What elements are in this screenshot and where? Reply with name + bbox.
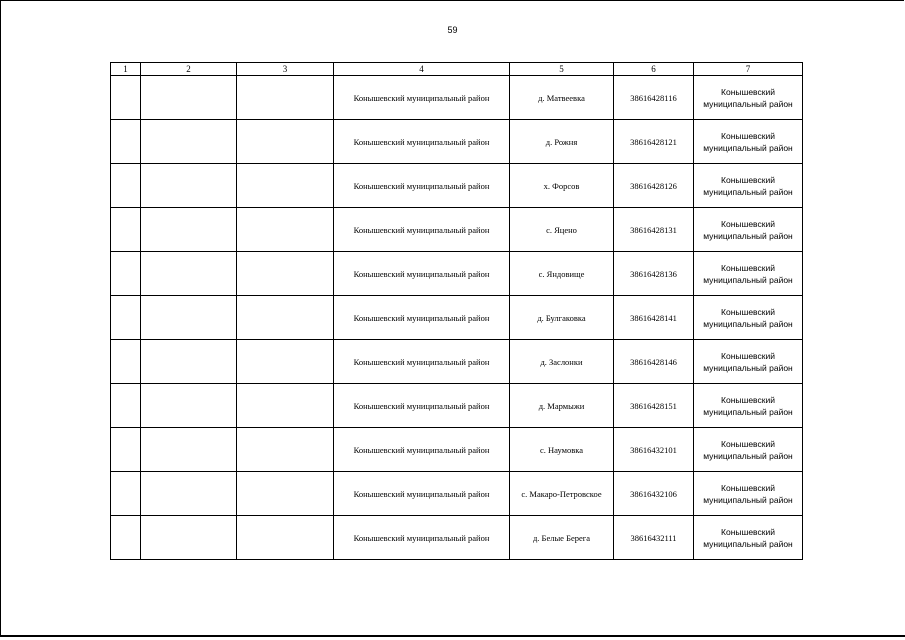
district-cell: Конышевский муниципальный район [334,120,510,164]
code-cell: 38616428116 [614,76,694,120]
table-row [111,76,803,120]
col-3-cell [237,472,334,516]
column-header-5: 5 [510,63,614,76]
col-1-cell [111,120,141,164]
header-row [111,63,803,76]
col-1-cell [111,208,141,252]
code-cell: 38616428126 [614,164,694,208]
col-3-cell [237,296,334,340]
col-3-cell [237,252,334,296]
col-3-cell [237,340,334,384]
col-2-cell [141,208,237,252]
code-cell: 38616432111 [614,516,694,560]
col-2-cell [141,296,237,340]
table-row [111,164,803,208]
code-cell: 38616428136 [614,252,694,296]
table-row [111,516,803,560]
district-cell: Конышевский муниципальный район [334,76,510,120]
table-row [111,472,803,516]
col-2-cell [141,384,237,428]
region-cell: Конышевский муниципальный район [694,76,803,120]
col-2-cell [141,120,237,164]
district-cell: Конышевский муниципальный район [334,384,510,428]
district-cell: Конышевский муниципальный район [334,340,510,384]
col-1-cell [111,472,141,516]
region-cell: Конышевский муниципальный район [694,428,803,472]
settlement-cell: д. Матвеевка [510,76,614,120]
table-row [111,252,803,296]
column-header-3: 3 [237,63,334,76]
settlement-cell: д. Белые Берега [510,516,614,560]
col-2-cell [141,252,237,296]
table-row [111,428,803,472]
settlement-cell: д. Рожня [510,120,614,164]
code-cell: 38616432101 [614,428,694,472]
settlement-cell: д. Булгаковка [510,296,614,340]
district-cell: Конышевский муниципальный район [334,208,510,252]
table-row [111,120,803,164]
column-header-7: 7 [694,63,803,76]
region-cell: Конышевский муниципальный район [694,516,803,560]
column-header-6: 6 [614,63,694,76]
settlement-cell: д. Заслонки [510,340,614,384]
district-cell: Конышевский муниципальный район [334,252,510,296]
col-3-cell [237,164,334,208]
page-number: 59 [447,25,458,35]
district-cell: Конышевский муниципальный район [334,296,510,340]
code-cell: 38616428146 [614,340,694,384]
col-1-cell [111,384,141,428]
code-cell: 38616428121 [614,120,694,164]
col-1-cell [111,252,141,296]
table-row [111,384,803,428]
settlement-cell: с. Наумовка [510,428,614,472]
col-3-cell [237,208,334,252]
col-2-cell [141,516,237,560]
col-2-cell [141,340,237,384]
col-1-cell [111,340,141,384]
region-cell: Конышевский муниципальный район [694,252,803,296]
district-cell: Конышевский муниципальный район [334,428,510,472]
district-cell: Конышевский муниципальный район [334,164,510,208]
table-row [111,208,803,252]
settlement-cell: с. Яндовище [510,252,614,296]
region-cell: Конышевский муниципальный район [694,208,803,252]
code-cell: 38616428151 [614,384,694,428]
col-3-cell [237,76,334,120]
code-cell: 38616428131 [614,208,694,252]
table-row [111,340,803,384]
district-cell: Конышевский муниципальный район [334,472,510,516]
column-header-1: 1 [111,63,141,76]
page-border-top [0,0,904,1]
col-3-cell [237,428,334,472]
col-1-cell [111,428,141,472]
col-1-cell [111,296,141,340]
region-cell: Конышевский муниципальный район [694,296,803,340]
region-cell: Конышевский муниципальный район [694,120,803,164]
column-header-4: 4 [334,63,510,76]
col-3-cell [237,516,334,560]
col-2-cell [141,76,237,120]
column-header-2: 2 [141,63,237,76]
code-cell: 38616432106 [614,472,694,516]
table-body [111,76,803,560]
settlements-table [110,62,803,560]
col-1-cell [111,516,141,560]
region-cell: Конышевский муниципальный район [694,164,803,208]
settlement-cell: х. Форсов [510,164,614,208]
region-cell: Конышевский муниципальный район [694,340,803,384]
table-row [111,296,803,340]
col-3-cell [237,120,334,164]
page-border-bottom [0,635,905,637]
settlement-cell: д. Мармыжи [510,384,614,428]
col-3-cell [237,384,334,428]
region-cell: Конышевский муниципальный район [694,384,803,428]
col-2-cell [141,164,237,208]
settlement-cell: с. Яцено [510,208,614,252]
district-cell: Конышевский муниципальный район [334,516,510,560]
page-border-left [0,0,1,636]
col-1-cell [111,76,141,120]
settlement-cell: с. Макаро-Петровское [510,472,614,516]
region-cell: Конышевский муниципальный район [694,472,803,516]
col-2-cell [141,472,237,516]
col-2-cell [141,428,237,472]
col-1-cell [111,164,141,208]
code-cell: 38616428141 [614,296,694,340]
